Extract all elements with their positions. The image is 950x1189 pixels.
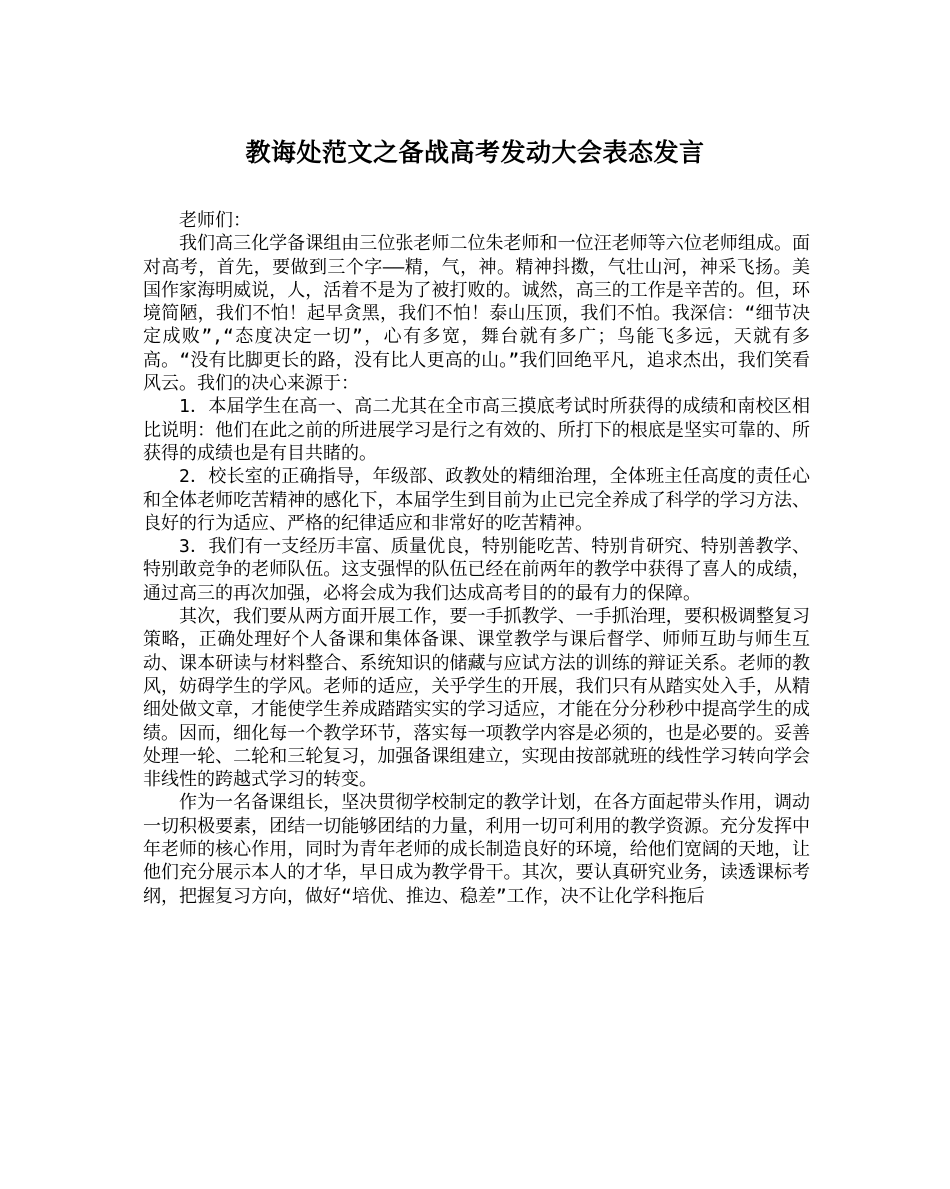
paragraph-secondly: 其次，我们要从两方面开展工作，要一手抓教学、一手抓治理，要积极调整复习策略，正确处理好个人备课和集体备课、课堂教学与课后督学、师师互助与师生互动、课本研读与材料整合、系统知识的储藏与应试方法的训练的辩证关系。老师的教风，妨碍学生的学风。老师的适应，关乎学生的开展，我们只有从踏实处入手，从精细处做文章，才能使学生养成踏踏实实的学习适应，才能在分分秒秒中提高学生的成绩。因而，细化每一个教学环节，落实每一项教学内容是必须的，也是必要的。妥善处理一轮、二轮和三轮复习，加强备课组建立，实现由按部就班的线性学习转向学会非线性的跨越式学习的转变。 (143, 606, 810, 791)
paragraph-group-leader: 作为一名备课组长，坚决贯彻学校制定的教学计划，在各方面起带头作用，调动一切积极要素，团结一切能够团结的力量，利用一切可利用的教学资源。充分发挥中年老师的核心作用，同时为青年老师的成长制造良好的环境，给他们宽阔的天地，让他们充分展示本人的才华，早日成为教学骨干。其次，要认真研究业务，读透课标考纲，把握复习方向，做好“培优、推边、稳差”工作，决不让化学科拖后 (143, 792, 810, 907)
paragraph-point-2: 2．校长室的正确指导，年级部、政教处的精细治理，全体班主任高度的责任心和全体老师吃苦精神的感化下，本届学生到目前为止已完全养成了科学的学习方法、良好的行为适应、严格的纪律适应和非常好的吃苦精神。 (143, 466, 810, 534)
salutation: 老师们： (179, 210, 251, 231)
document-title: 教诲处范文之备战高考发动大会表态发言 (245, 138, 705, 167)
paragraph-point-1: 1．本届学生在高一、高二尤其在全市高三摸底考试时所获得的成绩和南校区相比说明：他们在此之前的所进展学习是行之有效的、所打下的根底是坚实可靠的、所获得的成绩也是有目共睹的。 (143, 396, 810, 464)
paragraph-point-3: 3．我们有一支经历丰富、质量优良，特别能吃苦、特别肯研究、特别善教学、特别敢竞争的老师队伍。这支强悍的队伍已经在前两年的教学中获得了喜人的成绩，通过高三的再次加强，必将会成为我们达成高考目的的最有力的保障。 (143, 536, 810, 604)
paragraph-intro: 我们高三化学备课组由三位张老师二位朱老师和一位汪老师等六位老师组成。面对高考，首先，要做到三个字——精，气，神。精神抖擞，气壮山河，神采飞扬。美国作家海明威说，人，活着不是为了被打败的。诚然，高三的工作是辛苦的。但，环境简陋，我们不怕！起早贪黑，我们不怕！泰山压顶，我们不怕。我深信：“细节决定成败”,“态度决定一切”，心有多宽，舞台就有多广；鸟能飞多远，天就有多高。“没有比脚更长的路，没有比人更高的山。”我们回绝平凡，追求杰出，我们笑看风云。我们的决心来源于： (143, 233, 810, 395)
document-body (143, 209, 810, 908)
